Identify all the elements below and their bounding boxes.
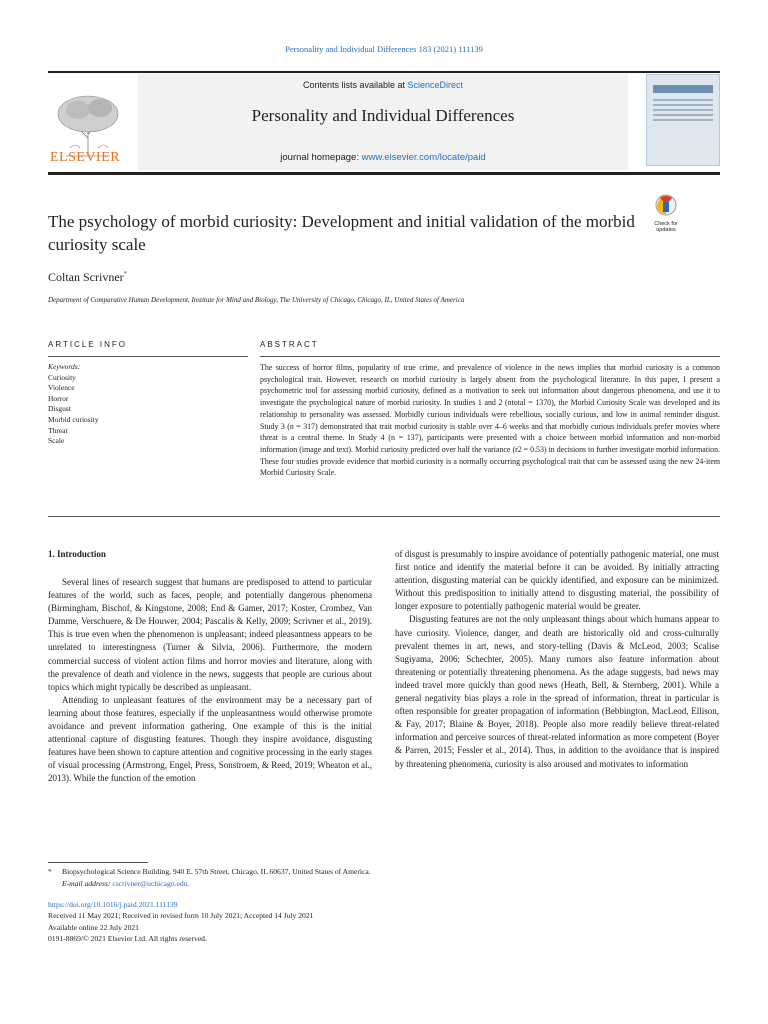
sciencedirect-link[interactable]: ScienceDirect [407, 80, 464, 90]
body-paragraph: Disgusting features are not the only unpleasant things about which humans appear to have curiosity. Violence, danger, and death are historically old and cross-culturally prevalent themes in art, news, and story-telling (Davis & McLeod, 2003; Scalise Sugiyama, 2006; Schechter, 2005). Many rumors also feature information about threatening or potentially threatening phenomena. As the adage suggests, bad news may indeed travel more quickly than good news (Heath, Bell, & Sternberg, 2001). While a general negativity bias plays a role in the spread of information, threat in particular is often responsible for greater propagation of information (Bebbington, MacLeod, Ellison, & Fay, 2017; Blaine & Boyer, 2018). People also more readily believe threat-related information and perceive sources of threat-related information as more competent (Boyer & Parren, 2015; Fessler et al., 2014). Thus, in addition to the avoidance that is inspired by threatening phenomena, curiosity is also aroused and motivates to information [395, 614, 719, 769]
check-for-updates-button[interactable] [648, 194, 684, 234]
received-dates: Received 11 May 2021; Received in revised form 10 July 2021; Accepted 14 July 2021 [48, 911, 314, 921]
author-email-link[interactable]: cscrivner@uchicago.edu. [112, 878, 190, 888]
doi-link[interactable]: https://doi.org/10.1016/j.paid.2021.111139 [48, 900, 178, 909]
keyword-item: Threat [48, 425, 68, 435]
footnote-email-line [48, 878, 371, 890]
copyright-line: 0191-8869/© 2021 Elsevier Ltd. All rights reserved. [48, 933, 207, 943]
check-for-updates-icon [648, 194, 684, 216]
abstract-heading: ABSTRACT [260, 340, 319, 349]
journal-citation-link[interactable]: Personality and Individual Differences 183 (2021) 111139 [285, 44, 483, 54]
cover-line [653, 104, 713, 106]
article-info-rule [48, 356, 248, 357]
available-online: Available online 22 July 2021 [48, 922, 139, 932]
abstract-rule [260, 356, 720, 357]
abstract-bottom-rule [48, 516, 720, 517]
contents-prefix: Contents lists available at [302, 80, 408, 90]
keyword-item: Curiosity [48, 372, 76, 382]
footnote-rule [48, 862, 148, 863]
article-info-heading: ARTICLE INFO [48, 340, 127, 349]
keywords-list [48, 362, 99, 447]
author-affiliation: Department of Comparative Human Development, Institute for Mind and Biology, The University of Chicago, Chicago, IL, United States of America [48, 296, 465, 304]
homepage-line [138, 152, 628, 163]
keyword-item: Disgust [48, 404, 71, 414]
footnote-mark: * [48, 867, 52, 876]
cover-line [653, 119, 713, 121]
footnote-address: Biopsychological Science Building, 940 E. 57th Street, Chicago, IL 60637, United States of America. [62, 867, 371, 876]
badge-line1: Check for [654, 221, 678, 227]
journal-title: Personality and Individual Differences [251, 106, 515, 125]
email-label: E-mail address: [62, 878, 113, 888]
cover-line [653, 99, 713, 101]
article-title: The psychology of morbid curiosity: Development and initial validation of the morbid curiosity scale [48, 212, 635, 254]
journal-homepage-link[interactable]: www.elsevier.com/locate/paid [361, 152, 486, 163]
elsevier-wordmark: ELSEVIER [50, 150, 121, 165]
body-paragraph: of disgust is presumably to inspire avoidance of potentially pathogenic material, one must first notice and identify the material before it can be avoided. By initially attracting attention, disgusting material can be quickly identified, and exposure can be minimized. Without this predisposition to initially attend to disgusting material, the possibility of longer exposure to potentially pathogenic material would be greater. [395, 549, 719, 612]
author-footnote [48, 866, 371, 889]
keyword-item: Horror [48, 393, 69, 403]
header-rule-bottom [48, 172, 720, 175]
body-paragraph: Several lines of research suggest that humans are predisposed to attend to particular features of the world, such as faces, people, and potentially dangerous phenomena (Birmingham, Bischof, & Kingstone, 2008; End & Gamer, 2017; Koster, Crombez, Van Damme, Verschuere, & De Houwer, 2004; Pascalis & Kelly, 2009; Scrivner et al., 2019). This is true even when the phenomenon is unpleasant; indeed pleasantness appears to be unrelated to interestingness (Turner & Silvia, 2006). Furthermore, the modern commercial success of violent action films and horror movies and literature, along with the prevalence of death and violence in the news, suggests that people are curious about topics which might typically be described as unpleasant. [48, 577, 372, 692]
cover-line [653, 109, 713, 111]
body-paragraph: Attending to unpleasant features of the environment may be a necessary part of learning about those features, especially if the unpleasantness would otherwise promote avoidance and prevent information gathering. One example of this is the initial attentional capture of disgusting features. Though they inspire avoidance, disgusting features have been shown to capture attention and cognitive processing in the early stages of visual processing (Armstrong, Engel, Press, Sonstroem, & Reed, 2019; Wheaton et al., 2013). While the function of the emotion [48, 694, 372, 784]
keyword-item: Scale [48, 436, 65, 446]
cover-band [653, 85, 713, 93]
publication-info [48, 899, 313, 944]
keywords-label: Keywords: [48, 362, 81, 371]
author-text: Coltan Scrivner [48, 270, 124, 284]
journal-cover-thumbnail [646, 74, 720, 166]
check-for-updates-label [648, 221, 684, 233]
author-footnote-link[interactable]: * [123, 270, 128, 278]
author-name [48, 270, 127, 285]
badge-line2: updates [656, 227, 676, 233]
abstract-text: The success of horror films, popularity of true crime, and prevalence of violence in the news implies that morbid curiosity is a common psychological trait. However, research on morbid curiosity is largely absent from the psychological literature. In this paper, I present a psychometric tool for assessing morbid curiosity, defined as a motivation to seek out information about dangerous phenomena, and use it to investigate the psychological nature of morbid curiosity. In studies 1 and 2 (ntotal = 1370), the Morbid Curiosity Scale was developed and its relationship to personality was assessed. Morbidly curious individuals were rebellious, socially curious, and low in animal reminder disgust. Study 3 (n = 317) demonstrated that trait morbid curiosity is stable over 4–6 weeks and that morbidly curious individuals prefer movies where threat is a central theme. In Study 4 (n = 137), participants were presented with a choice between morbid information and non-morbid information (image and text). Morbid curiosity predicted over half the variance (r2 = 0.53) in decisions to further investigate morbid information. These four studies provide evidence that morbid curiosity is a normally occurring psychological trait that can be assessed using the new 24-item Morbid Curiosity Scale. [260, 363, 720, 478]
introduction-heading: 1. Introduction [48, 549, 106, 559]
footnote-address-line [48, 866, 371, 878]
keyword-item: Morbid curiosity [48, 414, 99, 424]
contents-line [138, 80, 628, 90]
keyword-item: Violence [48, 383, 75, 393]
cover-line [653, 114, 713, 116]
body-column-left [48, 576, 372, 786]
homepage-prefix: journal homepage: [280, 152, 362, 163]
body-column-right [395, 548, 719, 771]
header-rule-top [48, 71, 720, 73]
